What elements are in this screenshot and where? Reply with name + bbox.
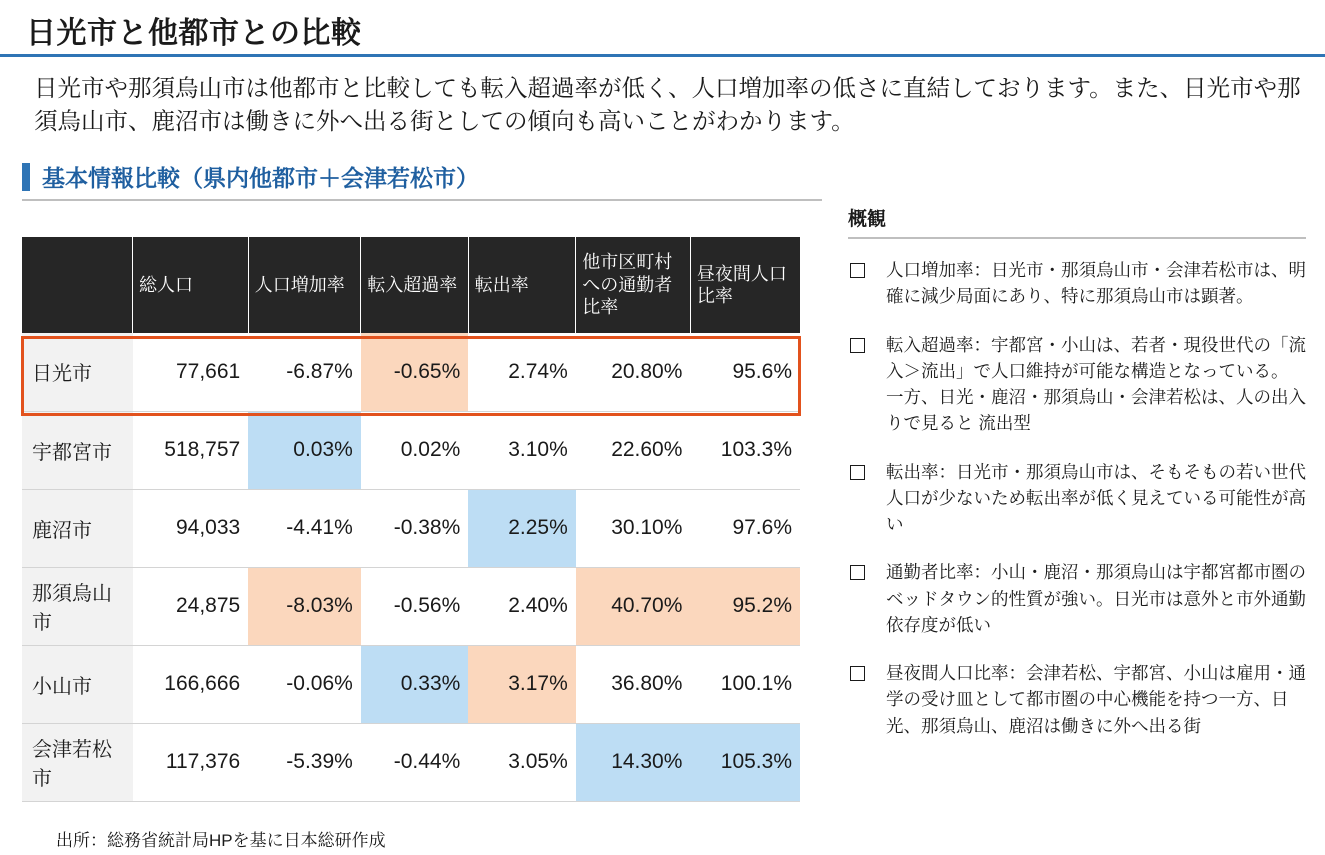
square-bullet-icon bbox=[850, 465, 865, 480]
table-header-cell-net-inflow-rate: 転入超過率 bbox=[361, 237, 468, 333]
table-row bbox=[22, 489, 800, 567]
table-row bbox=[22, 645, 800, 723]
table-cell: -5.39% bbox=[248, 723, 361, 801]
table-cell: 94,033 bbox=[133, 489, 249, 567]
table-cell: 117,376 bbox=[133, 723, 249, 801]
table-cell: -0.06% bbox=[248, 645, 361, 723]
list-item-text: 人口増加率：日光市・那須烏山市・会津若松市は、明確に減少局面にあり、特に那須烏山市は顕著。 bbox=[886, 260, 1306, 307]
table-cell: 3.17% bbox=[468, 645, 575, 723]
table-header-cell-growth-rate: 人口増加率 bbox=[248, 237, 361, 333]
table-cell: 0.33% bbox=[361, 645, 468, 723]
section-divider bbox=[22, 199, 822, 201]
table-cell: -8.03% bbox=[248, 567, 361, 645]
table-row-label: 鹿沼市 bbox=[22, 489, 133, 567]
list-item bbox=[848, 459, 1306, 538]
title-divider bbox=[0, 54, 1325, 57]
table-cell: 22.60% bbox=[576, 411, 691, 489]
lead-paragraph: 日光市や那須烏山市は他都市と比較しても転入超過率が低く、人口増加率の低さに直結しております。また、日光市や那須烏山市、鹿沼市は働きに外へ出る街としての傾向も高いことがわかります。 bbox=[34, 75, 1301, 135]
overview-panel-divider bbox=[848, 237, 1306, 239]
table-cell: 95.6% bbox=[690, 333, 800, 411]
table-cell: 77,661 bbox=[133, 333, 249, 411]
table-cell: 97.6% bbox=[690, 489, 800, 567]
table-row-label: 宇都宮市 bbox=[22, 411, 133, 489]
table-header-cell-commuter-ratio: 他市区町村への通勤者比率 bbox=[576, 237, 691, 333]
list-item bbox=[848, 660, 1306, 739]
table-header-cell-corner bbox=[22, 237, 133, 333]
table-cell: 20.80% bbox=[576, 333, 691, 411]
source-note: 出所：総務省統計局HPを基に日本総研作成 bbox=[56, 831, 386, 850]
comparison-table-wrapper bbox=[22, 237, 800, 802]
square-bullet-icon bbox=[850, 263, 865, 278]
table-cell: 95.2% bbox=[690, 567, 800, 645]
table-cell: 0.03% bbox=[248, 411, 361, 489]
table-cell: 36.80% bbox=[576, 645, 691, 723]
table-row-label: 小山市 bbox=[22, 645, 133, 723]
comparison-table bbox=[22, 237, 800, 802]
overview-panel-title: 概観 bbox=[848, 209, 887, 230]
table-cell: 518,757 bbox=[133, 411, 249, 489]
page-title: 日光市と他都市との比較 bbox=[26, 17, 362, 50]
table-cell: 105.3% bbox=[690, 723, 800, 801]
square-bullet-icon bbox=[850, 666, 865, 681]
section-title: 基本情報比較（県内他都市＋会津若松市） bbox=[42, 165, 479, 191]
table-header-cell-population: 総人口 bbox=[133, 237, 249, 333]
table-cell: 100.1% bbox=[690, 645, 800, 723]
table-cell: -0.56% bbox=[361, 567, 468, 645]
table-cell: 3.05% bbox=[468, 723, 575, 801]
table-header-cell-outflow-rate: 転出率 bbox=[468, 237, 575, 333]
overview-panel bbox=[848, 204, 1306, 761]
table-cell: -0.44% bbox=[361, 723, 468, 801]
table-row bbox=[22, 723, 800, 801]
square-bullet-icon bbox=[850, 338, 865, 353]
table-body bbox=[22, 333, 800, 801]
table-cell: 103.3% bbox=[690, 411, 800, 489]
table-cell: 0.02% bbox=[361, 411, 468, 489]
table-row-label: 会津若松市 bbox=[22, 723, 133, 801]
table-row bbox=[22, 567, 800, 645]
table-cell: -0.38% bbox=[361, 489, 468, 567]
table-cell: 2.40% bbox=[468, 567, 575, 645]
list-item bbox=[848, 332, 1306, 437]
table-row-label: 日光市 bbox=[22, 333, 133, 411]
section-accent-bar bbox=[22, 163, 30, 191]
table-cell: -0.65% bbox=[361, 333, 468, 411]
list-item-text: 転出率：日光市・那須烏山市は、そもそもの若い世代人口が少ないため転出率が低く見えている可能性が高い bbox=[886, 461, 1306, 534]
table-header bbox=[22, 237, 800, 333]
table-row bbox=[22, 411, 800, 489]
table-cell: 24,875 bbox=[133, 567, 249, 645]
table-cell: 2.25% bbox=[468, 489, 575, 567]
table-header-cell-daynight-ratio: 昼夜間人口比率 bbox=[690, 237, 800, 333]
list-item bbox=[848, 559, 1306, 638]
table-cell: 30.10% bbox=[576, 489, 691, 567]
table-header-row bbox=[22, 237, 800, 333]
table-cell: 166,666 bbox=[133, 645, 249, 723]
list-item bbox=[848, 257, 1306, 310]
list-item-text: 転入超過率：宇都宮・小山は、若者・現役世代の「流入＞流出」で人口維持が可能な構造となっている。 一方、日光・鹿沼・那須烏山・会津若松は、人の出入りで見ると 流出型 bbox=[886, 334, 1306, 434]
table-cell: 40.70% bbox=[576, 567, 691, 645]
table-cell: -6.87% bbox=[248, 333, 361, 411]
table-cell: -4.41% bbox=[248, 489, 361, 567]
list-item-text: 昼夜間人口比率：会津若松、宇都宮、小山は雇用・通学の受け皿として都市圏の中心機能を持つ一方、日光、那須烏山、鹿沼は働きに外へ出る街 bbox=[886, 663, 1306, 736]
list-item-text: 通勤者比率：小山・鹿沼・那須烏山は宇都宮都市圏のベッドタウン的性質が強い。日光市は意外と市外通勤依存度が低い bbox=[886, 562, 1306, 635]
table-cell: 3.10% bbox=[468, 411, 575, 489]
table-cell: 14.30% bbox=[576, 723, 691, 801]
table-cell: 2.74% bbox=[468, 333, 575, 411]
table-row bbox=[22, 333, 800, 411]
table-row-label: 那須烏山市 bbox=[22, 567, 133, 645]
square-bullet-icon bbox=[850, 565, 865, 580]
section-heading bbox=[22, 160, 479, 193]
